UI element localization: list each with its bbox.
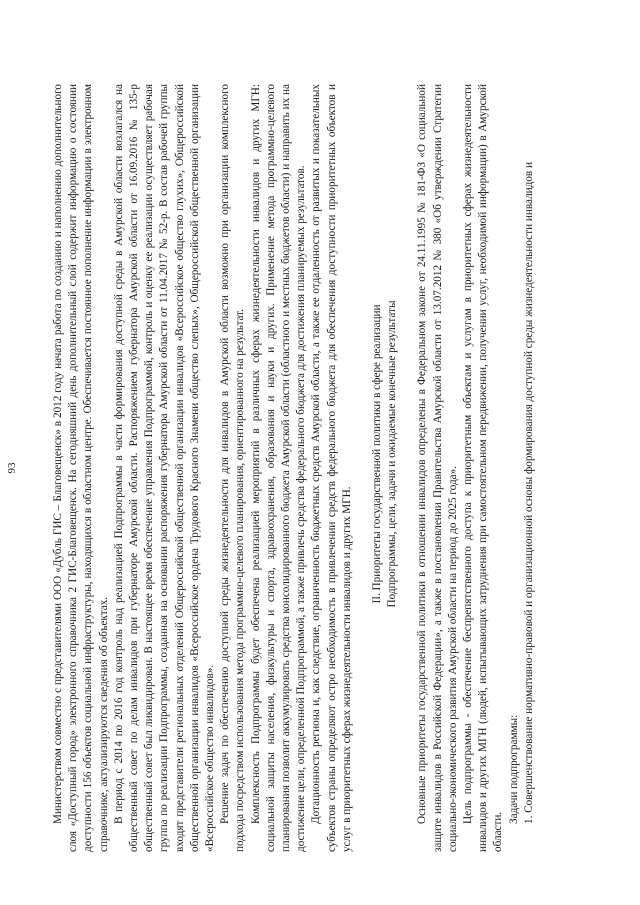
- spacer: [400, 84, 415, 852]
- tasks-label: Задачи подпрограммы:: [507, 714, 520, 824]
- page-number: 93: [6, 462, 18, 474]
- paragraph-goal: Цель подпрограммы - обеспечение беспрепятственного доступа к приоритетным объектам и услугам в приоритетных сферах жизнедеятельности инвалидов и других МГН (людей, испытывающих затруднения при самостоятельном передвижении, получении услуг, необходимой информации) в Амурской области.: [462, 84, 505, 852]
- paragraph-complexity: Комплексность Подпрограммы будет обеспечена реализацией мероприятий в различных сферах жизнедеятельности инвалидов и других МГН: социальной защиты населения, физкультуры и спорта, здравоохранения, образования и науки и других. Применение метода программно-целевого планирования позволит аккумулировать средства консолидированного бюджета Амурской области (областного и местных бюджетов области) и направить их на достижение цели, определенной Подпрограммой, а также привлечь средства федерального бюджета для достижения планируемых результатов.: [249, 84, 308, 852]
- section-heading-line-1: II. Приоритеты государственной политики в сфере реализации: [371, 304, 384, 604]
- section-heading-line-2: Подпрограммы, цели, задачи и ожидаемые конечные результаты: [386, 300, 399, 608]
- paragraph-complex-approach: Решение задач по обеспечению доступной среды жизнедеятельности для инвалидов в Амурской области возможно при организации комплексного подхода посредством использования метода программно-целевого планирования, ориентированного на результат.: [219, 84, 247, 852]
- document-page: [0, 58, 560, 878]
- paragraph-priorities: Основные приоритеты государственной политики в отношении инвалидов определены в Федеральном законе от 24.11.1995 № 181-ФЗ «О социальной защите инвалидов в Российской Федерации», а также в постановлении Правительства Амурской области от 13.07.2012 № 380 «Об утверждении Стратегии социально-экономического развития Амурской области на период до 2025 года».: [416, 84, 459, 852]
- paragraph-subsidy: Дотационность региона и, как следствие, ограниченность бюджетных средств Амурской области, а также ее отдаленность от развитых и показательных субъектов страны определяют остро необходимость в привлечении средств федерального бюджета для обеспечения доступности приоритетных объектов и услуг в приоритетных сферах жизнедеятельности инвалидов и других МГН.: [310, 84, 353, 852]
- task-item-1: 1. Совершенствование нормативно-правовой и организационной основы формирования доступной среды жизнедеятельности инвалидов и: [522, 162, 535, 824]
- spacer: [355, 84, 370, 852]
- paragraph-control-2014-2016: В период с 2014 по 2016 год контроль над реализацией Подпрограммы в части формирования доступной среды в Амурской области возлагался на общественный совет по делам инвалидов при губернаторе Амурской области. Распоряжением губернатора Амурской области от 16.09.2016 № 135-р общественный совет был ликвидирован. В настоящее время обеспечение управления Подпрограммой, контроль и оценку ее реализации осуществляет рабочая группа по реализации Подпрограммы, созданная на основании распоряжения губернатора Амурской области от 11.04.2017 № 52-р. В состав рабочей группы входят представители региональных отделений Общероссийской общественной организации инвалидов «Всероссийское общество глухих», Общероссийской общественной организации инвалидов «Всероссийское ордена Трудового Красного Знамени общество слепых», Общероссийской общественной организации «Всероссийское общество инвалидов».: [112, 84, 217, 852]
- paragraph-dubl-gis: Министерством совместно с представителями ООО «Дубль ГИС – Благовещенск» в 2012 году начата работа по созданию и наполнению дополнительного слоя «Доступный город» электронного справочника 2 ГИС-Благовещенск. На сегодняшний день дополнительный слой содержит информацию о состоянии доступности 156 объектов социальной инфраструктуры, находящихся в областном центре. Обеспечивается постоянное пополнение информации в электронном справочнике, актуализируются сведения об объектах.: [52, 84, 110, 852]
